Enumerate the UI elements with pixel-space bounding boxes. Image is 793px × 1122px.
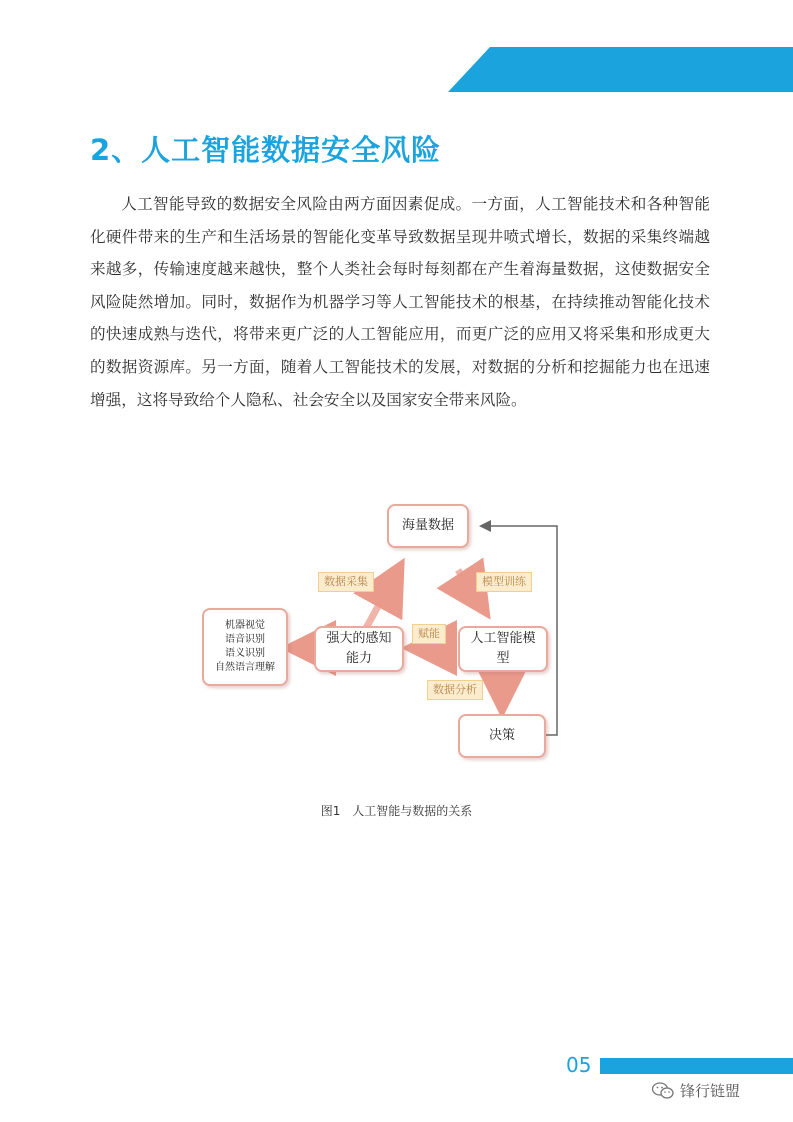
empower-tag: 赋能 [412, 624, 446, 644]
application-item: 自然语言理解 [215, 662, 275, 673]
body-paragraph: 人工智能导致的数据安全风险由两方面因素促成。一方面，人工智能技术和各种智能化硬件带来的生产和生活场景的智能化变革导致数据呈现井喷式增长，数据的采集终端越来越多，传输速度越来越快，整个人类社会每时每刻都在产生着海量数据，这使数据安全风险陡然增加。同时，数据作为机器学习等人工智能技术的根基，在持续推动智能化技术的快速成熟与迭代，将带来更广泛的人工智能应用，而更广泛的应用又将采集和形成更大的数据资源库。另一方面，随着人工智能技术的发展，对数据的分析和挖掘能力也在迅速增强，这将导致给个人隐私、社会安全以及国家安全带来风险。 [90, 195, 710, 409]
ai-model-label-line2: 型 [496, 651, 510, 666]
analysis-tag: 数据分析 [427, 680, 483, 700]
brand-name: 锋行链盟 [680, 1082, 741, 1100]
footer-bar [600, 1058, 793, 1074]
figure-caption-text: 人工智能与数据的关系 [352, 804, 473, 818]
ai-data-diagram [190, 490, 590, 780]
brand-mark [652, 1080, 740, 1101]
perception-label-line2: 能力 [345, 651, 372, 666]
ai-model-node [458, 626, 548, 672]
section-heading: 2、人工智能数据安全风险 [90, 133, 442, 167]
decision-label: 决策 [488, 728, 515, 743]
figure-caption-number: 图1 [320, 804, 341, 818]
decision-node [458, 714, 546, 758]
perception-label-line1: 强大的感知 [326, 631, 392, 646]
perception-node [314, 626, 404, 672]
figure-caption [0, 802, 793, 819]
wechat-icon [652, 1082, 674, 1100]
collection-tag: 数据采集 [318, 572, 374, 592]
massive-data-node [387, 504, 469, 548]
training-tag: 模型训练 [476, 572, 532, 592]
massive-data-label: 海量数据 [401, 518, 454, 533]
ai-model-label-line1: 人工智能模 [470, 631, 536, 646]
page-number: 05 [566, 1053, 592, 1077]
top-decorative-band [0, 0, 793, 100]
applications-node [202, 608, 288, 686]
application-item: 语义识别 [225, 648, 265, 659]
application-item: 机器视觉 [225, 620, 265, 631]
application-item: 语音识别 [225, 634, 265, 645]
